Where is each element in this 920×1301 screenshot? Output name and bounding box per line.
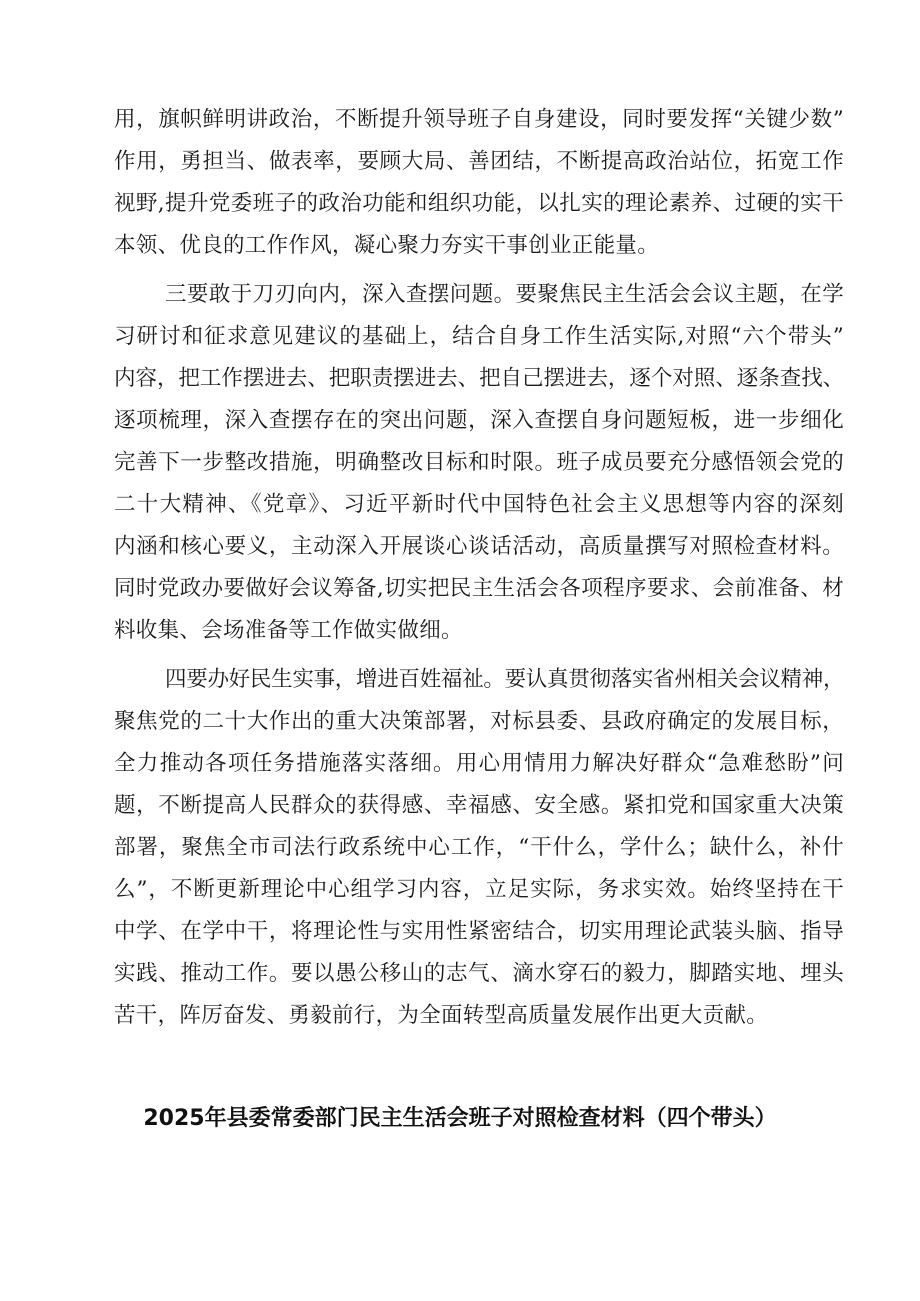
paragraph-line: 本领、优良的工作作风，凝心聚力夯实干事创业正能量。 — [114, 233, 660, 258]
paragraph-line: 同时党政办要做好会议筹备,切实把民主生活会各项程序要求、会前准备、材 — [114, 576, 844, 601]
paragraph-line: 料收集、会场准备等工作做实做细。 — [114, 618, 463, 643]
paragraph-line: 苦干，阵厉奋发、勇毅前行，为全面转型高质量发展作出更大贡献。 — [114, 1003, 769, 1028]
paragraph-line: 视野,提升党委班子的政治功能和组织功能，以扎实的理论素养、过硬的实干 — [114, 191, 844, 216]
paragraph-line: 内容，把工作摆进去、把职责摆进去、把自己摆进去，逐个对照、逐条查找、 — [114, 366, 844, 391]
paragraph-line: 逐项梳理，深入查摆存在的突出问题，深入查摆自身问题短板，进一步细化 — [114, 408, 844, 433]
paragraph-line: 中学、在学中干，将理论性与实用性紧密结合，切实用理论武装头脑、指导 — [114, 919, 844, 944]
paragraph-line: 题，不断提高人民群众的获得感、幸福感、安全感。紧扣党和国家重大决策 — [114, 793, 844, 818]
paragraph-line: 实践、推动工作。要以愚公移山的志气、滴水穿石的毅力，脚踏实地、埋头 — [114, 961, 844, 986]
paragraph-line: 作用，勇担当、做表率，要顾大局、善团结，不断提高政治站位，拓宽工作 — [114, 149, 844, 174]
paragraph-line: 内涵和核心要义，主动深入开展谈心谈话活动，高质量撰写对照检查材料。 — [114, 534, 844, 559]
paragraph-line: 么”，不断更新理论中心组学习内容，立足实际，务求实效。始终坚持在干 — [114, 877, 844, 902]
paragraph-line: 全力推动各项任务措施落实落细。用心用情用力解决好群众“急难愁盼”问 — [114, 751, 844, 776]
paragraph-line: 习研讨和征求意见建议的基础上，结合自身工作生活实际,对照“六个带头” — [114, 324, 844, 349]
section-title: 2025年县委常委部门民主生活会班子对照检查材料（四个带头） — [143, 1106, 777, 1131]
paragraph-line: 四要办好民生实事，增进百姓福祉。要认真贯彻落实省州相关会议精神， — [165, 667, 844, 692]
paragraph-line: 三要敢于刀刃向内，深入查摆问题。要聚焦民主生活会会议主题，在学 — [165, 282, 844, 307]
paragraph-line: 完善下一步整改措施，明确整改目标和时限。班子成员要充分感悟领会党的 — [114, 450, 844, 475]
paragraph-line: 用，旗帜鲜明讲政治，不断提升领导班子自身建设，同时要发挥“关键少数” — [114, 107, 844, 132]
paragraph-line: 部署，聚焦全市司法行政系统中心工作，“干什么，学什么；缺什么，补什 — [114, 835, 844, 860]
paragraph-line: 二十大精神、《党章》、习近平新时代中国特色社会主义思想等内容的深刻 — [114, 492, 844, 517]
paragraph-line: 聚焦党的二十大作出的重大决策部署，对标县委、县政府确定的发展目标， — [114, 709, 844, 734]
